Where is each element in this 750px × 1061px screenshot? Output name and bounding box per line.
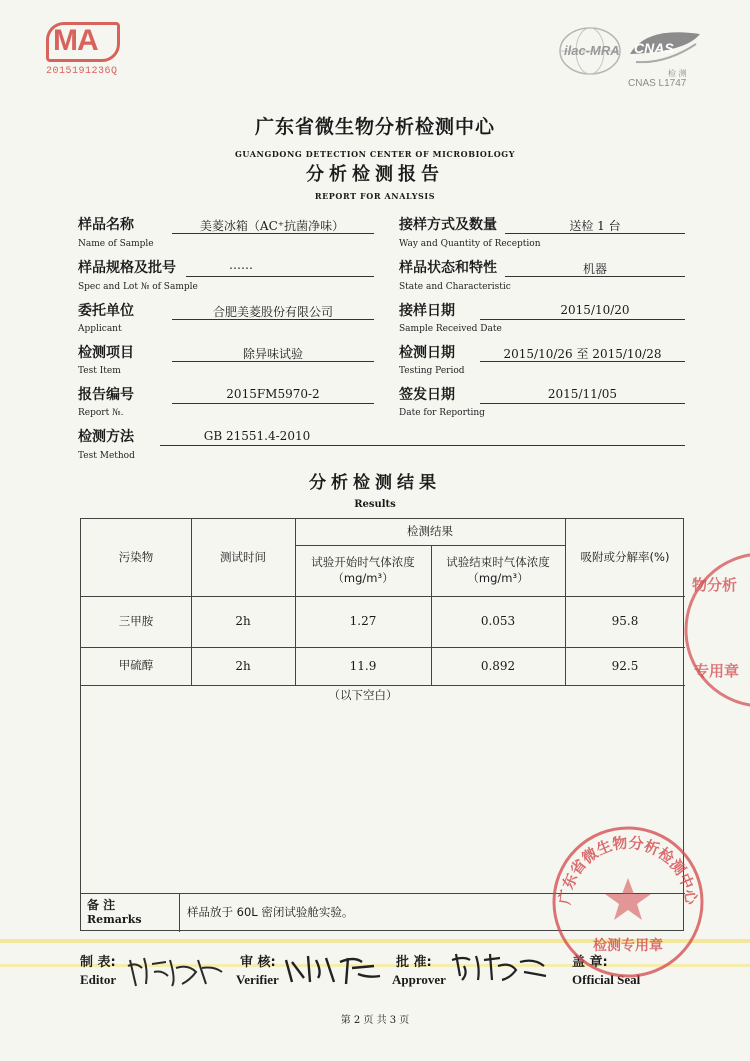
header-end-label: 试验结束时气体浓度 [446, 554, 550, 569]
header-start-concentration [295, 545, 431, 596]
issue-date-en: Date for Reporting [399, 408, 485, 418]
reception-en: Way and Quantity of Reception [399, 239, 541, 249]
cnas-sub: 检 测 [668, 69, 687, 78]
editor-label-cn: 制 表: [80, 955, 116, 970]
spec-label: 样品规格及批号 [78, 260, 176, 276]
testing-period-en: Testing Period [399, 366, 465, 376]
reception-label: 接样方式及数量 [399, 217, 497, 233]
row2-time: 2h [235, 658, 251, 673]
reception-value: 送检 1 台 [569, 219, 621, 233]
row2-end: 0.892 [480, 658, 516, 673]
header-end-unit: （mg/m³） [467, 570, 529, 585]
testing-period-label: 检测日期 [399, 345, 455, 361]
report-title-cn: 分析检测报告 [306, 164, 444, 185]
center-title-cn: 广东省微生物分析检测中心 [254, 116, 495, 138]
row1-pollutant: 三甲胺 [118, 613, 154, 628]
remarks-value: 样品放于 60L 密闭试验舱实验。 [187, 904, 354, 919]
ilac-text: ilac-MRA [564, 43, 620, 58]
header-pollutant: 污染物 [118, 549, 154, 564]
results-title-en: Results [354, 499, 396, 510]
row2-start: 11.9 [349, 658, 377, 673]
side-seal-top-text: 物分析 [692, 576, 738, 594]
testing-period-value: 2015/10/26 至 2015/10/28 [503, 347, 662, 361]
cma-logo-text: MA [53, 24, 98, 57]
page-number: 第 2 页 共 3 页 [340, 1015, 410, 1026]
sample-name-value: 美菱冰箱（AC⁺抗菌净味） [199, 219, 345, 233]
seal-arc-text: 广东省微生物分析检测中心 [555, 833, 701, 906]
row2-rate: 92.5 [611, 658, 639, 673]
center-title-en: GUANGDONG DETECTION CENTER OF MICROBIOLOGY [234, 149, 516, 159]
header-start-unit: （mg/m³） [332, 570, 394, 585]
underline [480, 319, 685, 320]
row1-start: 1.27 [349, 614, 377, 629]
underline [505, 276, 685, 277]
test-item-label: 检测项目 [78, 345, 134, 361]
cnas-logo [626, 24, 706, 92]
method-en: Test Method [78, 451, 135, 461]
header-time: 测试时间 [220, 549, 266, 564]
table-rule [179, 893, 180, 932]
applicant-label: 委托单位 [78, 303, 134, 319]
side-seal-bottom-text: 专用章 [694, 662, 740, 680]
state-value: 机器 [582, 262, 607, 276]
sample-name-en: Name of Sample [78, 239, 154, 249]
editor-signature-icon [126, 950, 226, 990]
approver-signature-icon [450, 946, 550, 986]
seal-label-cn: 盖 章: [572, 955, 608, 970]
results-table [80, 518, 684, 931]
received-label: 接样日期 [399, 303, 455, 319]
cnas-code: CNAS L1747 [628, 78, 687, 89]
remarks-label-en: Remarks [87, 913, 142, 927]
applicant-value: 合肥美菱股份有限公司 [212, 305, 333, 319]
issue-date-value: 2015/11/05 [547, 387, 618, 401]
underline [480, 361, 685, 362]
method-label: 检测方法 [78, 429, 134, 445]
row1-time: 2h [235, 614, 251, 629]
underline [172, 361, 374, 362]
remarks-label [81, 893, 179, 932]
underline [172, 319, 374, 320]
results-title-cn: 分析检测结果 [309, 473, 441, 493]
report-no-value: 2015FM5970-2 [226, 387, 320, 401]
underline [172, 233, 374, 234]
row1-rate: 95.8 [611, 614, 639, 629]
report-title-en: REPORT FOR ANALYSIS [314, 191, 436, 201]
issue-date-label: 签发日期 [399, 387, 455, 403]
method-value: GB 21551.4-2010 [203, 429, 311, 443]
remarks-label-cn: 备 注 [87, 897, 116, 912]
report-no-label: 报告编号 [78, 387, 134, 403]
cnas-text: CNAS [634, 40, 674, 56]
header-rate: 吸附或分解率(%) [580, 549, 670, 564]
state-en: State and Characteristic [399, 282, 511, 292]
header-start-label: 试验开始时气体浓度 [311, 554, 415, 569]
report-no-en: Report №. [78, 408, 124, 418]
received-value: 2015/10/20 [560, 303, 630, 317]
sample-name-label: 样品名称 [78, 217, 134, 233]
row1-end: 0.053 [480, 614, 516, 629]
state-label: 样品状态和特性 [399, 260, 497, 276]
spec-en: Spec and Lot № of Sample [78, 282, 198, 292]
underline [160, 445, 685, 446]
underline [505, 233, 685, 234]
cma-code: 2015191236Q [46, 66, 118, 77]
approver-label-cn: 批 准: [396, 955, 432, 970]
blank-note: （以下空白） [328, 688, 398, 703]
approver-label-en: Approver [392, 972, 446, 987]
verifier-signature-icon [282, 948, 392, 986]
cma-logo [46, 22, 126, 84]
spec-value: …… [229, 258, 253, 272]
editor-label-en: Editor [80, 972, 117, 987]
scan-band [0, 939, 750, 943]
verifier-label-en: Verifier [236, 972, 279, 987]
received-en: Sample Received Date [399, 324, 502, 334]
underline [186, 276, 374, 277]
applicant-en: Applicant [78, 324, 122, 334]
test-item-value: 除异味试验 [242, 347, 303, 361]
verifier-label-cn: 审 核: [240, 955, 276, 970]
underline [480, 403, 685, 404]
underline [172, 403, 374, 404]
seal-label-en: Official Seal [572, 972, 641, 987]
header-end-concentration [431, 545, 565, 596]
row2-pollutant: 甲硫醇 [118, 658, 154, 673]
ilac-mra-logo [558, 26, 626, 76]
seal-sub-text: 检测专用章 [593, 938, 663, 954]
header-result-group: 检测结果 [407, 524, 453, 539]
test-item-en: Test Item [78, 366, 121, 376]
